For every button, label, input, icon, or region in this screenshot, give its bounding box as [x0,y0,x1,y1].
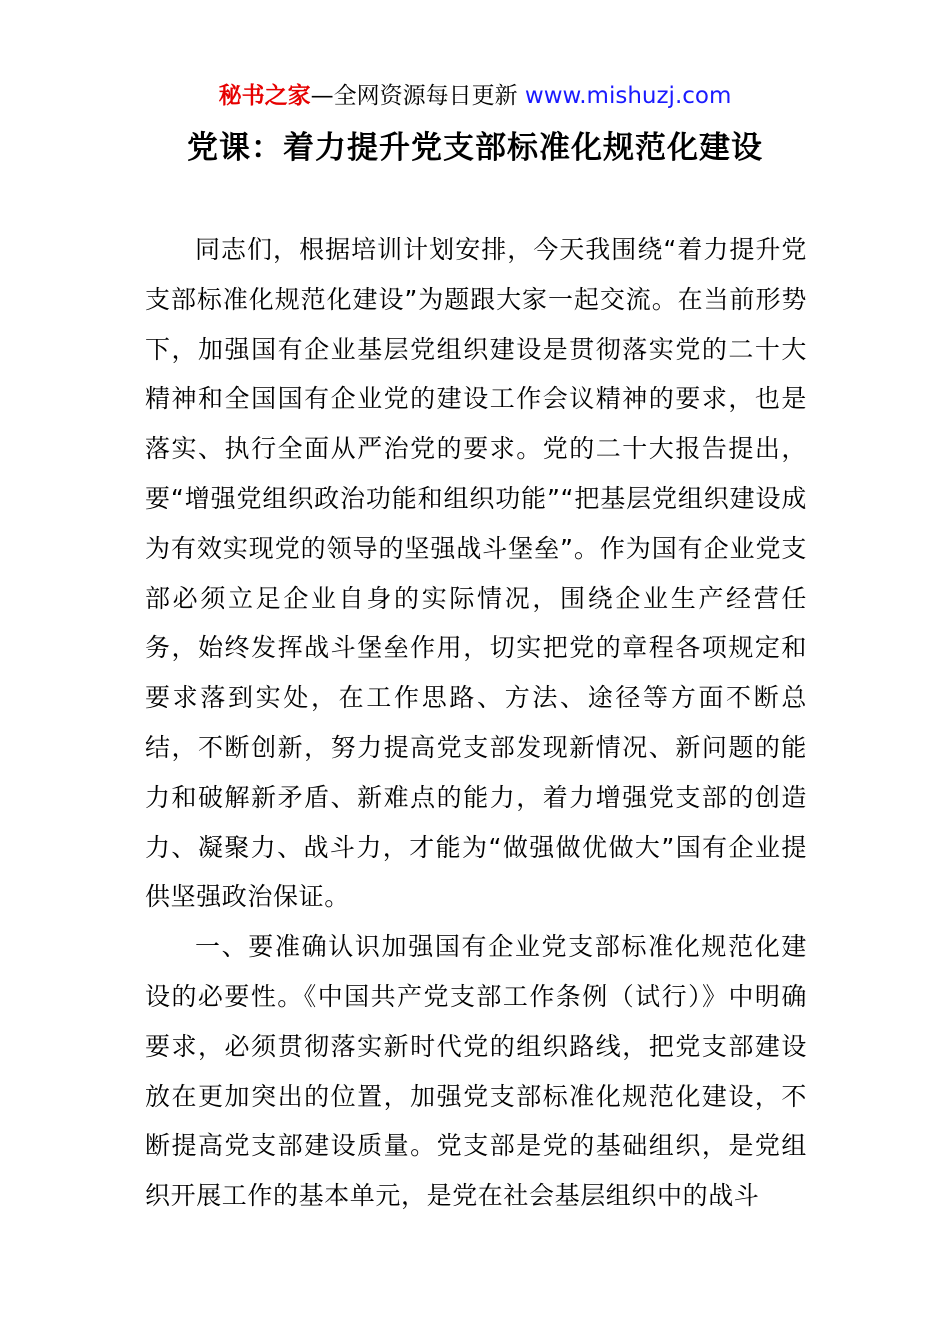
site-tagline: —全网资源每日更新 [310,83,525,109]
paragraph-section-one: 一、要准确认识加强国有企业党支部标准化规范化建设的必要性。《中国共产党支部工作条例（试行）》中明确要求，必须贯彻落实新时代党的组织路线，把党支部建设放在更加突出的位置，加强党支部标准化规范化建设，不断提高党支部建设质量。党支部是党的基础组织，是党组织开展工作的基本单元，是党在社会基层组织中的战斗 [145,932,807,1211]
site-url-link[interactable]: www.mishuzj.com [524,83,732,109]
site-header [0,80,950,112]
paragraph-intro: 同志们，根据培训计划安排，今天我围绕“着力提升党支部标准化规范化建设”为题跟大家一起交流。在当前形势下，加强国有企业基层党组织建设是贯彻落实党的二十大精神和全国国有企业党的建设工作会议精神的要求，也是落实、执行全面从严治党的要求。党的二十大报告提出，要“增强党组织政治功能和组织功能”“把基层党组织建设成为有效实现党的领导的坚强战斗堡垒”。作为国有企业党支部必须立足企业自身的实际情况，围绕企业生产经营任务，始终发挥战斗堡垒作用，切实把党的章程各项规定和要求落到实处，在工作思路、方法、途径等方面不断总结，不断创新，努力提高党支部发现新情况、新问题的能力和破解新矛盾、新难点的能力，着力增强党支部的创造力、凝聚力、战斗力，才能为“做强做优做大”国有企业提供坚强政治保证。 [145,235,807,912]
document-body [145,225,807,1221]
document-title: 党课：着力提升党支部标准化规范化建设 [187,130,763,166]
site-brand: 秘书之家 [218,83,311,109]
